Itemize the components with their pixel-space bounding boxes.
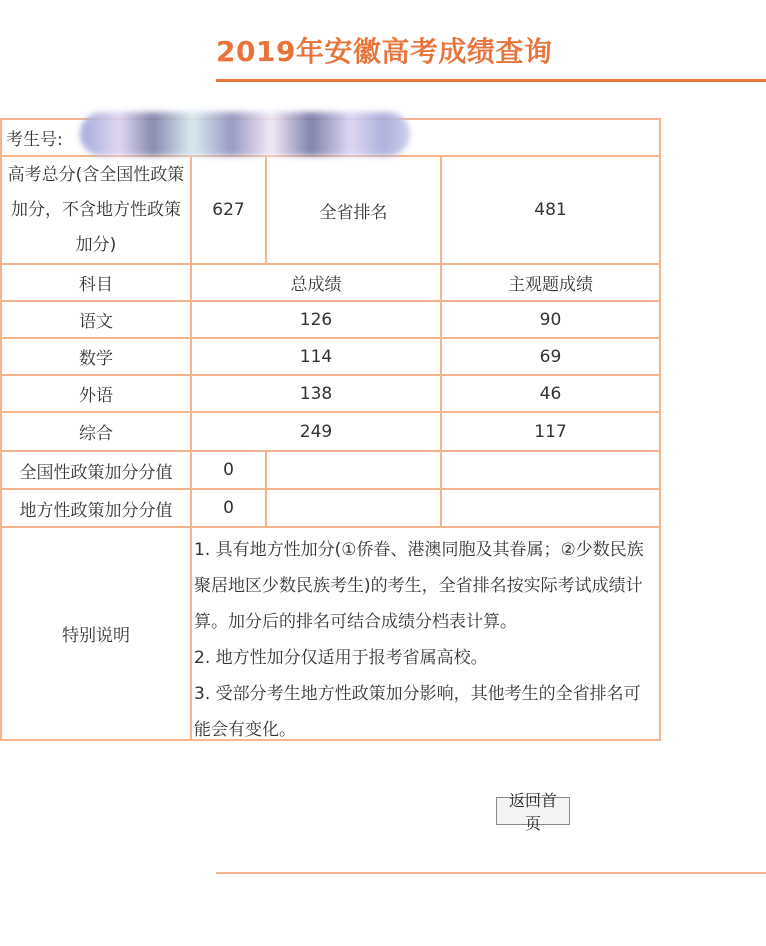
subject-subjective: 117 [440, 411, 661, 452]
note-line: 2. 地方性加分仅适用于报考省属高校。 [194, 648, 488, 668]
special-notes-content [190, 526, 661, 741]
subject-subjective: 46 [440, 374, 661, 413]
return-home-button[interactable]: 返回首页 [496, 797, 570, 825]
subject-subjective: 69 [440, 337, 661, 376]
subject-total: 138 [190, 374, 442, 413]
note-line: 3. 受部分考生地方性政策加分影响，其他考生的全省排名可能会有变化。 [194, 684, 641, 740]
subject-name: 外语 [0, 374, 192, 413]
special-notes-label: 特别说明 [0, 526, 192, 741]
national-bonus-value: 0 [190, 450, 267, 490]
header-subject: 科目 [0, 263, 192, 302]
subject-subjective: 90 [440, 300, 661, 339]
total-score-value: 627 [190, 155, 267, 265]
empty-cell [265, 488, 442, 528]
subject-name: 数学 [0, 337, 192, 376]
empty-cell [440, 450, 661, 490]
empty-cell [440, 488, 661, 528]
local-bonus-value: 0 [190, 488, 267, 528]
national-bonus-label: 全国性政策加分分值 [0, 450, 192, 490]
provincial-rank-label: 全省排名 [265, 155, 442, 265]
subject-name: 综合 [0, 411, 192, 452]
title-divider [216, 79, 766, 82]
subject-name: 语文 [0, 300, 192, 339]
candidate-id-label: 考生号: [6, 130, 63, 150]
local-bonus-label: 地方性政策加分分值 [0, 488, 192, 528]
provincial-rank-value: 481 [440, 155, 661, 265]
redacted-candidate-id [80, 112, 410, 156]
header-subjective: 主观题成绩 [440, 263, 661, 302]
note-line: 1. 具有地方性加分(①侨眷、港澳同胞及其眷属；②少数民族聚居地区少数民族考生)的考生，全省排名按实际考试成绩计算。加分后的排名可结合成绩分档表计算。 [194, 540, 644, 632]
header-total: 总成绩 [190, 263, 442, 302]
page-title: 2019年安徽高考成绩查询 [216, 35, 553, 68]
footer-divider [216, 872, 766, 874]
subject-total: 126 [190, 300, 442, 339]
empty-cell [265, 450, 442, 490]
subject-total: 249 [190, 411, 442, 452]
total-score-label: 高考总分(含全国性政策加分，不含地方性政策加分) [0, 155, 192, 265]
subject-total: 114 [190, 337, 442, 376]
